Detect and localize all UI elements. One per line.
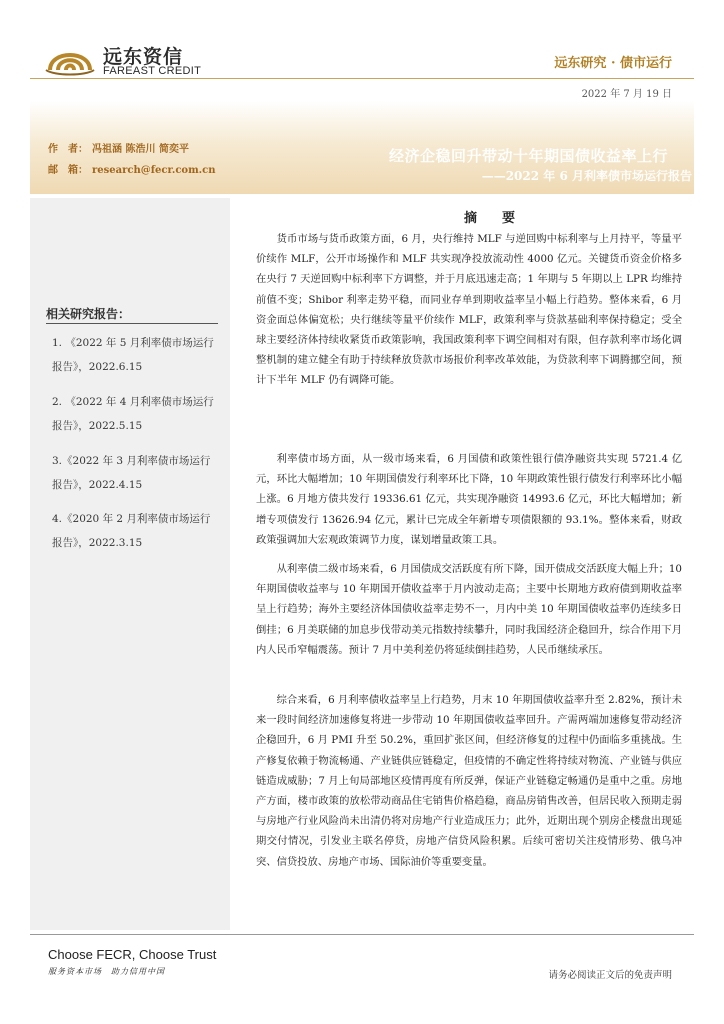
fareast-logo-icon — [44, 40, 96, 76]
footer-slogan-en: Choose FECR, Choose Trust — [48, 947, 217, 962]
related-report-item[interactable]: 4.《2020 年 2 月利率债市场运行报告》，2022.3.15 — [52, 513, 211, 549]
related-report-item[interactable]: 1. 《2022 年 5 月利率债市场运行报告》，2022.6.15 — [52, 337, 214, 373]
abstract-paragraph: 从利率债二级市场来看，6 月国债成交活跃度有所下降，国开债成交活跃度大幅上升；10 年期国债收益率与 10 年期国开债收益率于月内波动走高；主要中长期地方政府债到期收益率呈上行趋势；海外主要经济体国债收益率走势不一，月内中美 10 年期国债收益率仍连续多日倒挂；6 月美联储的加息步伐带动美元指数持续攀升，同时我国经济企稳回升，综合作用下月内人民币窄幅震荡。预计 7 月中美利差仍将延续倒挂趋势，人民币继续承压。 — [256, 563, 682, 656]
report-title: 经济企稳回升带动十年期国债收益率上行 — [388, 147, 668, 165]
header-divider — [30, 78, 694, 79]
report-date: 2022 年 7 月 19 日 — [581, 89, 672, 100]
author-label: 作 者： — [48, 144, 88, 155]
email-label: 邮 箱： — [48, 165, 88, 176]
logo-text-en: FAREAST CREDIT — [103, 65, 202, 77]
report-series-tag: 远东研究 · 债市运行 — [554, 56, 672, 71]
author-line — [48, 140, 189, 155]
email-link[interactable]: research@fecr.com.cn — [92, 165, 216, 176]
sidebar-divider — [46, 323, 218, 324]
logo-text-cn: 远东资信 — [103, 46, 184, 68]
related-report-item[interactable]: 2. 《2022 年 4 月利率债市场运行报告》，2022.5.15 — [52, 396, 214, 432]
footer-divider — [30, 934, 694, 935]
abstract-paragraph: 利率债市场方面，从一级市场来看，6 月国债和政策性银行债净融资共实现 5721.4 亿元，环比大幅增加；10 年期国债发行利率环比下降，10 年期政策性银行债发行利率环比小幅上涨。6 月地方债共发行 19336.61 亿元，共实现净融资 14993.6 亿元，环比大幅增加；新增专项债发行 13626.94 亿元，累计已完成全年新增专项债限额的 93.1%。整体来看，财政政策强调加大宏观政策调节力度，谋划增量政策工具。 — [256, 453, 682, 546]
disclaimer-note: 请务必阅读正文后的免责声明 — [548, 970, 672, 981]
email-line — [48, 161, 216, 176]
abstract-paragraph: 综合来看，6 月利率债收益率呈上行趋势，月末 10 年期国债收益率升至 2.82%，预计未来一段时间经济加速修复将进一步带动 10 年期国债收益率回升。产需两端加速修复带动经济企稳回升，6 月 PMI 升至 50.2%，重回扩张区间，但经济修复的过程中仍面临多重挑战。生产修复依赖于物流畅通、产业链供应链稳定，但疫情的不确定性将持续对物流、产业链与供应链造成威胁；7 月上旬局部地区疫情再度有所反弹，保证产业链稳定畅通仍是重中之重。房地产方面，楼市政策的放松带动商品住宅销售价格趋稳，商品房销售改善，但居民收入预期走弱与房地产行业风险尚未出清仍将对房地产行业造成压力；此外，近期出现个别房企楼盘出现延期交付情况，引发业主联名停贷，房地产信贷风险积累。后续可密切关注疫情形势、俄乌冲突、信贷投放、房地产市场、国际油价等重要变量。 — [256, 694, 682, 868]
author-names: 冯祖涵 陈浩川 简奕平 — [92, 144, 189, 155]
footer-slogan-cn: 服务资本市场 助力信用中国 — [48, 967, 165, 976]
abstract-heading: 摘 要 — [464, 211, 522, 226]
related-reports-heading: 相关研究报告： — [46, 307, 131, 321]
related-report-item[interactable]: 3.《2022 年 3 月利率债市场运行报告》，2022.4.15 — [52, 455, 211, 491]
report-subtitle: ——2022 年 6 月利率债市场运行报告 — [481, 169, 692, 183]
abstract-paragraph: 货币市场与货币政策方面，6 月，央行维持 MLF 与逆回购中标利率与上月持平，等量平价续作 MLF，公开市场操作和 MLF 共实现净投放流动性 4000 亿元。关键货币资金价格多在央行 7 天逆回购中标利率下方调整，并于月底迅速走高；1 年期与 5 年期以上 LPR 均维持前值不变；Shibor 利率走势平稳，而同业存单到期收益率呈小幅上行趋势。整体来看，6 月资金面总体偏宽松；央行继续等量平价续作 MLF，政策利率与贷款基础利率保持稳定；受全球主要经济体持续收紧货币政策影响，我国政策利率下调空间相对有限，但存款利率市场化调整机制的建立健全有助于持续释放贷款市场报价利率改革效能，为贷款利率下调腾挪空间，预计下半年 MLF 仍有调降可能。 — [256, 233, 682, 387]
